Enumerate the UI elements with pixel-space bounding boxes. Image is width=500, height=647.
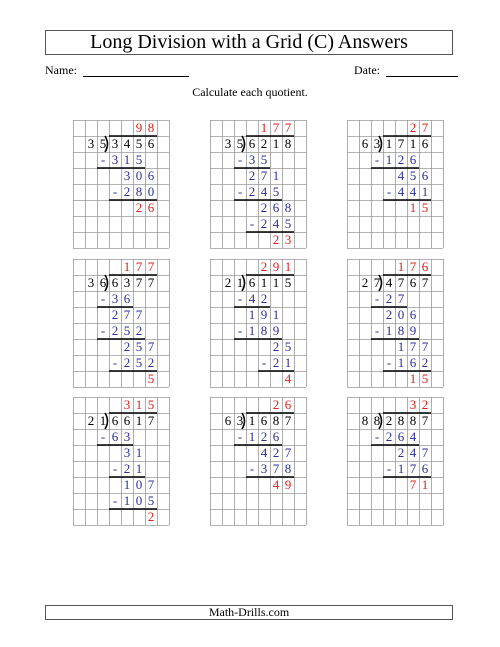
divisor-digit: 3 [87,136,95,151]
work-digit: 6 [272,200,280,215]
work-digit: 0 [147,184,155,199]
dividend-digit: 5 [284,275,292,290]
work-digit: 2 [111,307,119,322]
dividend-digit: 7 [421,275,429,290]
work-digit: 8 [284,461,292,476]
work-digit: 7 [409,339,417,354]
remainder-digit: 1 [409,371,417,386]
dividend-digit: 1 [409,136,417,151]
work-digit: 1 [123,152,131,167]
divisor-digit: 3 [236,413,244,428]
work-digit: 3 [248,152,256,167]
date-field [354,63,458,77]
work-digit: 3 [123,429,131,444]
division-problem [347,259,443,392]
work-digit: - [374,323,380,338]
quotient-digit: 7 [421,120,429,135]
work-digit: 6 [111,429,119,444]
remainder-digit: 2 [147,509,155,524]
work-digit: 2 [123,339,131,354]
work-digit: 6 [409,355,417,370]
divisor-digit: 5 [99,136,107,151]
work-digit: 6 [272,429,280,444]
work-digit: - [261,355,267,370]
date-line [386,64,458,77]
work-digit: 3 [123,168,131,183]
remainder-digit: 5 [421,200,429,215]
remainder-digit: 4 [272,477,280,492]
dividend-digit: 4 [123,136,131,151]
divisor-digit: 6 [224,413,232,428]
division-problem [347,120,443,253]
divisor-digit: 1 [236,275,244,290]
dividend-digit: 6 [111,275,119,290]
dividend-digit: 2 [260,136,268,151]
work-digit: 1 [123,493,131,508]
work-digit: 7 [272,461,280,476]
name-label: Name: [45,63,77,77]
quotient-digit: 8 [147,120,155,135]
work-digit: 5 [135,152,143,167]
work-digit: 1 [248,429,256,444]
work-digit: 7 [123,307,131,322]
quotient-digit: 1 [260,120,268,135]
divisor-digit: 2 [224,275,232,290]
work-digit: 8 [260,323,268,338]
work-digit: - [100,323,106,338]
work-digit: - [237,323,243,338]
work-digit: 4 [409,445,417,460]
work-digit: - [386,184,392,199]
dividend-digit: 1 [248,413,256,428]
work-digit: 6 [409,152,417,167]
quotient-digit: 7 [147,259,155,274]
dividend-digit: 4 [385,275,393,290]
divisor-digit: 1 [99,413,107,428]
dividend-digit: 8 [272,413,280,428]
work-digit: 8 [397,323,405,338]
work-digit: 1 [397,339,405,354]
work-digit: 1 [397,461,405,476]
division-problem [210,259,306,392]
quotient-digit: 2 [409,120,417,135]
work-digit: 0 [135,168,143,183]
work-digit: - [374,429,380,444]
dividend-digit: 6 [111,413,119,428]
remainder-digit: 3 [284,232,292,247]
work-digit: 8 [284,200,292,215]
dividend-digit: 7 [147,275,155,290]
work-digit: 1 [284,355,292,370]
work-digit: 2 [421,355,429,370]
work-digit: 7 [147,339,155,354]
work-digit: - [112,184,118,199]
dividend-digit: 8 [397,413,405,428]
work-digit: - [100,429,106,444]
remainder-digit: 6 [147,200,155,215]
work-digit: 6 [147,168,155,183]
dividend-digit: 1 [135,413,143,428]
work-digit: 3 [111,291,119,306]
remainder-digit: 5 [147,371,155,386]
division-problem [210,397,306,530]
quotient-digit: 6 [421,259,429,274]
work-digit: 5 [409,168,417,183]
work-digit: 4 [409,429,417,444]
work-digit: 0 [397,307,405,322]
work-digit: 2 [385,307,393,322]
quotient-digit: 5 [147,397,155,412]
work-digit: 2 [147,355,155,370]
work-digit: 2 [272,355,280,370]
work-digit: 1 [123,477,131,492]
work-digit: - [374,291,380,306]
work-digit: 9 [272,323,280,338]
divisor-digit: 3 [224,136,232,151]
work-digit: - [386,461,392,476]
remainder-digit: 2 [272,232,280,247]
quotient-digit: 1 [397,259,405,274]
quotient-digit: 3 [409,397,417,412]
name-line [83,64,189,77]
work-digit: 7 [421,339,429,354]
divisor-digit: 6 [361,136,369,151]
work-digit: 5 [147,493,155,508]
quotient-digit: 1 [123,259,131,274]
work-digit: 2 [272,445,280,460]
dividend-digit: 6 [248,136,256,151]
quotient-digit: 1 [284,259,292,274]
work-digit: 4 [260,445,268,460]
work-digit: - [249,461,255,476]
divisor-digit: 3 [87,275,95,290]
remainder-digit: 1 [421,477,429,492]
work-digit: 1 [397,355,405,370]
work-digit: 2 [123,184,131,199]
work-digit: 2 [385,291,393,306]
quotient-digit: 3 [123,397,131,412]
remainder-digit: 4 [284,371,292,386]
dividend-digit: 6 [260,413,268,428]
work-digit: 5 [260,152,268,167]
work-digit: 2 [248,184,256,199]
work-digit: 3 [111,152,119,167]
work-digit: 6 [421,461,429,476]
work-digit: 3 [123,445,131,460]
work-digit: 5 [135,355,143,370]
work-digit: 4 [409,184,417,199]
divisor-digit: 5 [236,136,244,151]
work-digit: 6 [421,168,429,183]
quotient-digit: 7 [135,259,143,274]
dividend-digit: 7 [397,136,405,151]
work-digit: 0 [135,493,143,508]
quotient-digit: 7 [284,120,292,135]
dividend-digit: 6 [421,136,429,151]
dividend-digit: 3 [111,136,119,151]
work-digit: 2 [397,445,405,460]
work-digit: - [100,291,106,306]
work-digit: - [112,493,118,508]
work-digit: - [237,429,243,444]
work-digit: 2 [260,429,268,444]
worksheet-title: Long Division with a Grid (C) Answers [45,30,453,55]
work-digit: 8 [135,184,143,199]
dividend-digit: 6 [409,275,417,290]
dividend-digit: 1 [385,136,393,151]
work-digit: 3 [260,461,268,476]
work-digit: 1 [135,445,143,460]
work-digit: 1 [385,323,393,338]
work-digit: 4 [272,216,280,231]
work-digit: 1 [385,152,393,167]
work-digit: 9 [260,307,268,322]
division-problem [210,120,306,253]
quotient-digit: 2 [272,397,280,412]
dividend-digit: 1 [272,136,280,151]
dividend-digit: 6 [147,136,155,151]
work-digit: 2 [397,152,405,167]
work-digit: - [386,355,392,370]
divisor-digit: 8 [373,413,381,428]
division-problem [347,397,443,530]
division-problem [73,397,169,530]
instructions: Calculate each quotient. [192,85,308,99]
work-digit: 5 [284,216,292,231]
work-digit: - [100,152,106,167]
work-digit: 7 [147,477,155,492]
work-digit: 1 [248,323,256,338]
dividend-digit: 8 [284,136,292,151]
work-digit: 0 [135,477,143,492]
dividend-digit: 6 [123,413,131,428]
dividend-digit: 8 [409,413,417,428]
quotient-digit: 2 [260,259,268,274]
remainder-digit: 2 [135,200,143,215]
footer: Math-Drills.com [45,605,453,620]
quotient-digit: 9 [272,259,280,274]
dividend-digit: 3 [123,275,131,290]
division-problem [73,120,169,253]
divisor-digit: 7 [373,275,381,290]
work-digit: 6 [409,307,417,322]
remainder-digit: 5 [421,371,429,386]
remainder-digit: 7 [409,477,417,492]
work-digit: 2 [260,216,268,231]
work-digit: 4 [397,184,405,199]
work-digit: 1 [135,461,143,476]
dividend-digit: 1 [272,275,280,290]
dividend-digit: 7 [397,275,405,290]
quotient-digit: 9 [135,120,143,135]
work-digit: 7 [397,291,405,306]
date-label: Date: [354,63,380,77]
work-digit: 1 [421,184,429,199]
work-digit: 5 [135,339,143,354]
work-digit: 2 [260,291,268,306]
work-digit: 7 [284,445,292,460]
work-digit: 2 [260,200,268,215]
work-digit: 5 [123,323,131,338]
divisor-digit: 2 [361,275,369,290]
work-digit: 5 [272,184,280,199]
divisor-digit: 6 [99,275,107,290]
work-digit: - [112,355,118,370]
quotient-digit: 7 [272,120,280,135]
remainder-digit: 9 [284,477,292,492]
dividend-digit: 7 [147,413,155,428]
work-digit: 4 [248,291,256,306]
dividend-digit: 2 [385,413,393,428]
work-digit: 7 [135,307,143,322]
dividend-digit: 7 [284,413,292,428]
work-digit: 4 [260,184,268,199]
work-digit: 7 [409,461,417,476]
work-digit: 1 [272,307,280,322]
divisor-digit: 3 [373,136,381,151]
dividend-digit: 6 [248,275,256,290]
work-digit: 9 [409,323,417,338]
name-field [45,63,189,77]
work-digit: - [237,291,243,306]
work-digit: 4 [397,168,405,183]
work-digit: 2 [385,429,393,444]
work-digit: 2 [111,323,119,338]
quotient-digit: 2 [421,397,429,412]
work-digit: - [249,216,255,231]
work-digit: 6 [397,429,405,444]
work-digit: - [374,152,380,167]
work-digit: - [112,461,118,476]
dividend-digit: 7 [135,275,143,290]
work-digit: 2 [123,461,131,476]
dividend-digit: 1 [260,275,268,290]
work-digit: 7 [421,445,429,460]
divisor-digit: 8 [361,413,369,428]
work-digit: 1 [272,168,280,183]
work-digit: - [237,184,243,199]
work-digit: 6 [123,291,131,306]
divisor-digit: 2 [87,413,95,428]
quotient-digit: 7 [409,259,417,274]
work-digit: 2 [123,355,131,370]
work-digit: 1 [248,307,256,322]
work-digit: 2 [272,339,280,354]
work-digit: 2 [248,168,256,183]
dividend-digit: 5 [135,136,143,151]
work-digit: 7 [260,168,268,183]
work-digit: 2 [135,323,143,338]
work-digit: - [237,152,243,167]
work-digit: 5 [284,339,292,354]
quotient-digit: 6 [284,397,292,412]
division-problem [73,259,169,392]
remainder-digit: 1 [409,200,417,215]
quotient-digit: 1 [135,397,143,412]
dividend-digit: 7 [421,413,429,428]
